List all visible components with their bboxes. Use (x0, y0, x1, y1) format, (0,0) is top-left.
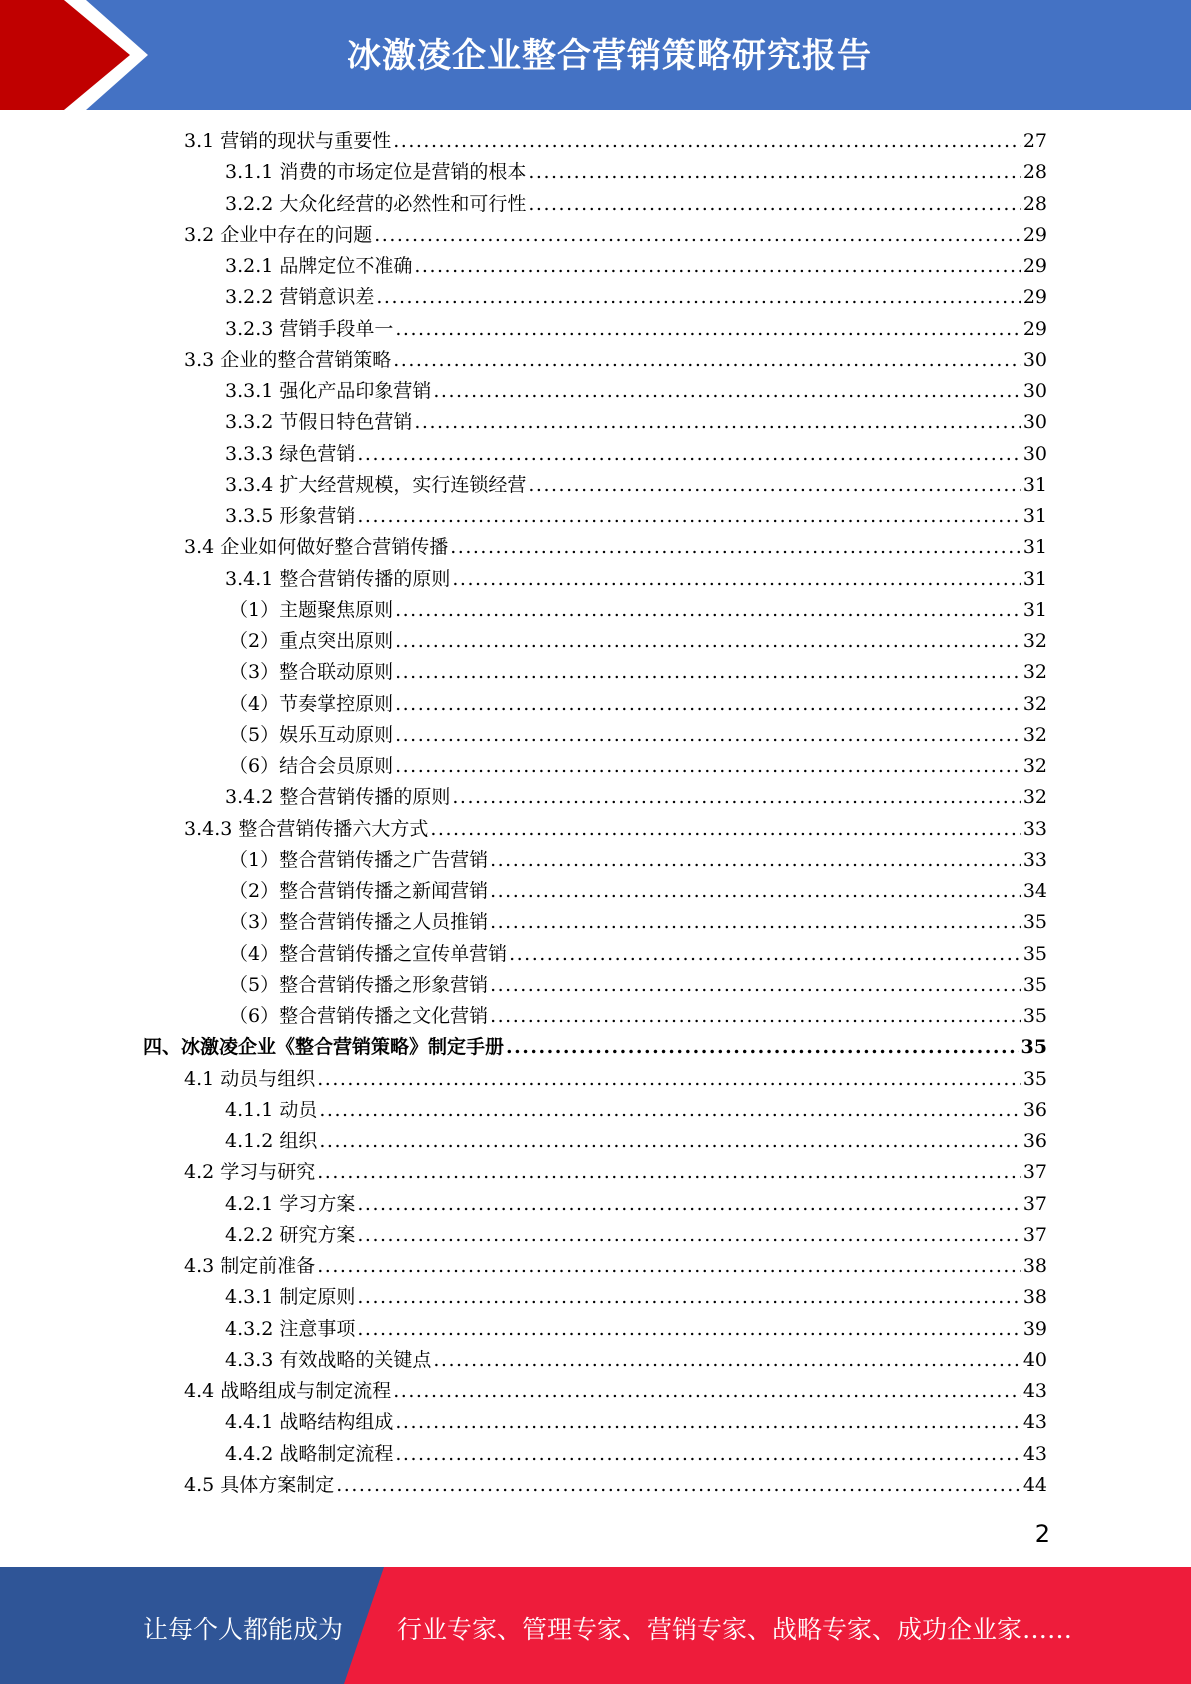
toc-entry-page: 31 (1022, 567, 1047, 590)
toc-entry-page: 32 (1022, 630, 1047, 652)
toc-entry-label: 3.2.3 营销手段单一 (225, 317, 394, 340)
toc-entry[interactable] (229, 941, 1047, 967)
toc-entry[interactable] (225, 1128, 1047, 1154)
toc-entry[interactable] (184, 1472, 1047, 1498)
toc-dot-leader (433, 1347, 1020, 1373)
toc-entry-label: （4）整合营销传播之宣传单营销 (229, 942, 508, 965)
page-footer (0, 1567, 1191, 1684)
toc-dot-leader (393, 347, 1021, 373)
toc-entry[interactable] (184, 347, 1047, 373)
toc-dot-leader (528, 159, 1020, 185)
toc-entry[interactable] (184, 1378, 1047, 1404)
toc-dot-leader (317, 1066, 1021, 1092)
toc-entry[interactable] (225, 1316, 1047, 1342)
toc-entry-page: 43 (1022, 1380, 1047, 1402)
toc-entry[interactable] (143, 1034, 1047, 1060)
toc-entry-label: （1）主题聚焦原则 (229, 598, 394, 621)
toc-entry[interactable] (229, 753, 1047, 779)
toc-entry-page: 35 (1022, 942, 1047, 965)
toc-dot-leader (393, 1378, 1021, 1404)
toc-entry[interactable] (225, 409, 1047, 435)
toc-dot-leader (490, 909, 1021, 935)
toc-entry-label: 3.2.1 品牌定位不准确 (225, 255, 413, 277)
toc-entry-label: 3.1.1 消费的市场定位是营销的根本 (225, 161, 527, 184)
toc-entry-page: 28 (1022, 161, 1047, 184)
toc-entry-page: 36 (1022, 1098, 1047, 1121)
toc-dot-leader (374, 222, 1021, 248)
toc-entry[interactable] (225, 441, 1047, 467)
toc-entry[interactable] (225, 316, 1047, 342)
toc-dot-leader (395, 691, 1021, 717)
toc-dot-leader (395, 1409, 1020, 1435)
toc-entry-label: 3.3.5 形象营销 (225, 505, 356, 527)
toc-dot-leader (319, 1128, 1020, 1154)
toc-entry-page: 30 (1022, 348, 1047, 371)
page-header (0, 0, 1191, 110)
toc-entry-page: 35 (1022, 1005, 1047, 1027)
toc-entry[interactable] (184, 222, 1047, 248)
toc-dot-leader (490, 878, 1021, 904)
toc-entry-label: （5）整合营销传播之形象营销 (229, 973, 489, 996)
toc-entry[interactable] (225, 1284, 1047, 1310)
toc-entry-page: 44 (1022, 1473, 1047, 1496)
footer-slogan-right: 行业专家、管理专家、营销专家、战略专家、成功企业家…… (397, 1615, 1073, 1644)
toc-entry-label: 4.3.2 注意事项 (225, 1317, 356, 1340)
toc-entry[interactable] (225, 378, 1047, 404)
toc-entry-label: 4.2.2 研究方案 (225, 1223, 356, 1246)
toc-entry[interactable] (229, 878, 1047, 904)
toc-entry-label: 3.2.2 营销意识差 (225, 286, 375, 309)
toc-entry-page: 30 (1022, 442, 1047, 465)
toc-entry[interactable] (229, 659, 1047, 685)
toc-entry-page: 39 (1022, 1317, 1047, 1340)
toc-dot-leader (528, 191, 1020, 217)
toc-entry-page: 29 (1022, 223, 1047, 246)
toc-entry-label: 4.4.1 战略结构组成 (225, 1411, 394, 1434)
toc-entry[interactable] (225, 159, 1047, 185)
toc-entry-label: 4.1.1 动员 (225, 1098, 318, 1121)
toc-dot-leader (490, 1003, 1021, 1029)
toc-entry-label: （6）整合营销传播之文化营销 (229, 1005, 489, 1027)
toc-entry[interactable] (225, 784, 1047, 810)
footer-slogan-left: 让每个人都能成为 (143, 1615, 344, 1644)
toc-entry-page: 38 (1022, 1286, 1047, 1309)
toc-dot-leader (317, 1253, 1021, 1279)
toc-entry-label: 4.2.1 学习方案 (225, 1192, 356, 1215)
toc-entry-page: 35 (1022, 1067, 1047, 1090)
toc-entry-label: 3.4.1 整合营销传播的原则 (225, 567, 451, 590)
toc-entry-page: 31 (1022, 536, 1047, 559)
toc-entry-page: 36 (1022, 1130, 1047, 1152)
toc-entry[interactable] (225, 1222, 1047, 1248)
toc-entry-label: 3.3.3 绿色营销 (225, 442, 356, 465)
toc-dot-leader (357, 1284, 1020, 1310)
toc-entry-label: 3.4.3 整合营销传播六大方式 (184, 817, 429, 840)
toc-entry-page: 28 (1022, 192, 1047, 215)
toc-dot-leader (414, 253, 1020, 279)
toc-dot-leader (490, 847, 1021, 873)
toc-dot-leader (357, 441, 1020, 467)
toc-entry-label: 4.1.2 组织 (225, 1130, 318, 1152)
toc-entry-page: 32 (1022, 692, 1047, 715)
toc-dot-leader (528, 472, 1020, 498)
toc-dot-leader (357, 1222, 1020, 1248)
toc-entry[interactable] (184, 128, 1047, 154)
toc-entry-label: 3.3.1 强化产品印象营销 (225, 380, 432, 402)
toc-entry-label: （1）整合营销传播之广告营销 (229, 848, 489, 871)
toc-dot-leader (357, 1316, 1020, 1342)
toc-entry-label: 4.3.3 有效战略的关键点 (225, 1348, 432, 1371)
toc-entry-label: 4.5 具体方案制定 (184, 1473, 335, 1496)
toc-entry-label: （2）重点突出原则 (229, 630, 394, 652)
toc-entry-page: 30 (1022, 411, 1047, 434)
toc-dot-leader (395, 597, 1021, 623)
toc-entry-page: 40 (1022, 1348, 1047, 1371)
toc-entry-label: （2）整合营销传播之新闻营销 (229, 880, 489, 902)
toc-dot-leader (357, 1191, 1020, 1217)
toc-entry-page: 31 (1022, 505, 1047, 527)
toc-entry[interactable] (229, 597, 1047, 623)
toc-entry-label: （6）结合会员原则 (229, 755, 394, 777)
toc-entry-page: 32 (1022, 755, 1047, 777)
toc-dot-leader (393, 128, 1021, 154)
toc-entry-page: 30 (1022, 380, 1047, 402)
toc-dot-leader (452, 784, 1020, 810)
toc-dot-leader (490, 972, 1021, 998)
toc-entry-label: 3.3 企业的整合营销策略 (184, 348, 392, 371)
toc-entry-page: 37 (1022, 1223, 1047, 1246)
document-title: 冰激凌企业整合营销策略研究报告 (347, 36, 872, 76)
toc-entry[interactable] (225, 1191, 1047, 1217)
toc-entry-label: （3）整合联动原则 (229, 661, 394, 684)
toc-entry-page: 33 (1022, 848, 1047, 871)
toc-entry-page: 37 (1022, 1161, 1047, 1184)
toc-entry-label: 3.4.2 整合营销传播的原则 (225, 786, 451, 809)
toc-entry[interactable] (229, 972, 1047, 998)
toc-dot-leader (336, 1472, 1021, 1498)
toc-entry-page: 27 (1022, 130, 1047, 152)
toc-entry-page: 43 (1022, 1411, 1047, 1434)
toc-entry-label: （3）整合营销传播之人员推销 (229, 911, 489, 934)
toc-entry[interactable] (225, 1409, 1047, 1435)
toc-entry-page: 32 (1022, 723, 1047, 746)
toc-dot-leader (414, 409, 1020, 435)
toc-dot-leader (450, 534, 1021, 560)
toc-entry[interactable] (225, 1347, 1047, 1373)
toc-entry-label: 3.2.2 大众化经营的必然性和可行性 (225, 192, 527, 215)
toc-entry-label: 3.3.2 节假日特色营销 (225, 411, 413, 434)
toc-dot-leader (357, 503, 1020, 529)
toc-dot-leader (395, 316, 1020, 342)
toc-dot-leader (395, 722, 1021, 748)
toc-entry[interactable] (229, 691, 1047, 717)
toc-entry-label: 4.3.1 制定原则 (225, 1286, 356, 1309)
toc-entry-page: 35 (1022, 911, 1047, 934)
toc-entry-label: 4.4.2 战略制定流程 (225, 1442, 394, 1465)
toc-entry[interactable] (229, 722, 1047, 748)
toc-entry-label: （5）娱乐互动原则 (229, 723, 394, 746)
toc-entry[interactable] (184, 1253, 1047, 1279)
toc-entry[interactable] (184, 534, 1047, 560)
toc-dot-leader (395, 659, 1021, 685)
toc-entry-page: 29 (1022, 286, 1047, 309)
toc-entry-label: 3.4 企业如何做好整合营销传播 (184, 536, 449, 559)
toc-entry[interactable] (229, 628, 1047, 654)
toc-entry-page: 35 (1020, 1036, 1047, 1059)
toc-dot-leader (395, 753, 1021, 779)
toc-entry-label: 4.2 学习与研究 (184, 1161, 316, 1184)
toc-dot-leader (319, 1097, 1020, 1123)
toc-entry[interactable] (225, 284, 1047, 310)
toc-entry[interactable] (184, 816, 1047, 842)
toc-entry-page: 33 (1022, 817, 1047, 840)
toc-entry-page: 32 (1022, 786, 1047, 809)
toc-entry-page: 29 (1022, 255, 1047, 277)
page-number: 2 (1034, 1520, 1050, 1548)
toc-entry-page: 31 (1022, 598, 1047, 621)
toc-entry-label: 3.3.4 扩大经营规模，实行连锁经营 (225, 473, 527, 496)
toc-dot-leader (395, 628, 1021, 654)
toc-entry-label: 3.2 企业中存在的问题 (184, 223, 373, 246)
toc-entry-label: （4）节奏掌控原则 (229, 692, 394, 715)
toc-entry[interactable] (184, 1066, 1047, 1092)
toc-entry-label: 4.3 制定前准备 (184, 1255, 316, 1277)
toc-entry-label: 3.1 营销的现状与重要性 (184, 130, 392, 152)
toc-entry[interactable] (225, 472, 1047, 498)
toc-entry[interactable] (225, 1441, 1047, 1467)
toc-entry-page: 38 (1022, 1255, 1047, 1277)
toc-entry[interactable] (229, 847, 1047, 873)
toc-entry[interactable] (229, 1003, 1047, 1029)
toc-entry-label: 四、冰激凌企业《整合营销策略》制定手册 (143, 1036, 505, 1059)
toc-entry-label: 4.4 战略组成与制定流程 (184, 1380, 392, 1402)
toc-dot-leader (433, 378, 1020, 404)
toc-entry[interactable] (225, 566, 1047, 592)
toc-entry-page: 43 (1022, 1442, 1047, 1465)
toc-dot-leader (509, 941, 1021, 967)
toc-entry-page: 35 (1022, 973, 1047, 996)
toc-dot-leader (395, 1441, 1020, 1467)
toc-entry[interactable] (229, 909, 1047, 935)
toc-dot-leader (506, 1034, 1019, 1060)
toc-entry[interactable] (184, 1159, 1047, 1185)
toc-entry-label: 4.1 动员与组织 (184, 1067, 316, 1090)
toc-entry-page: 32 (1022, 661, 1047, 684)
toc-entry-page: 31 (1022, 473, 1047, 496)
toc-dot-leader (452, 566, 1020, 592)
toc-entry-page: 34 (1022, 880, 1047, 902)
toc-dot-leader (376, 284, 1020, 310)
toc-entry[interactable] (225, 191, 1047, 217)
toc-entry[interactable] (225, 253, 1047, 279)
toc-dot-leader (430, 816, 1020, 842)
toc-entry-page: 37 (1022, 1192, 1047, 1215)
toc-entry-page: 29 (1022, 317, 1047, 340)
toc-entry[interactable] (225, 1097, 1047, 1123)
toc-entry[interactable] (225, 503, 1047, 529)
toc-dot-leader (317, 1159, 1021, 1185)
